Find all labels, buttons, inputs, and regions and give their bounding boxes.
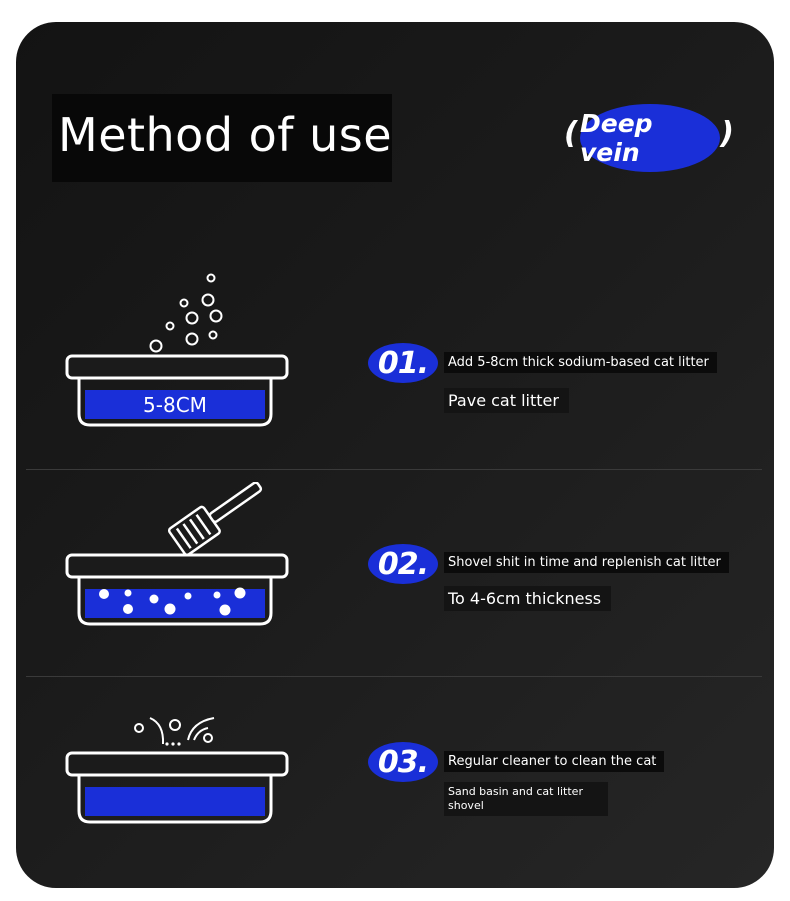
step-3-number-text: 03. [377,744,429,780]
badge-oval [580,104,720,172]
step-2-number-text: 02. [377,546,429,582]
badge-close-paren: ) [720,116,734,151]
depth-label: 5-8CM [143,392,207,417]
step-1-line2: Pave cat litter [444,388,569,413]
step-1-line1: Add 5-8cm thick sodium-based cat litter [444,352,717,373]
litter-tray-scoop-icon [62,482,292,682]
litter-tray-clean-icon [62,702,292,888]
step-1-number-text: 01. [377,345,429,381]
badge-open-paren: ( [564,116,578,151]
step-3-line2: Sand basin and cat litter shovel [444,782,608,816]
step-2-number [368,544,438,584]
step-3-number [368,742,438,782]
step-2-line1: Shovel shit in time and replenish cat litter [444,552,729,573]
divider-2 [26,676,762,677]
step-1-number [368,343,438,383]
step-2-line2: To 4-6cm thickness [444,586,611,611]
divider-1 [26,469,762,470]
deep-vein-badge [564,102,734,174]
page-title: Method of use [58,108,393,162]
step-3-line1: Regular cleaner to clean the cat [444,751,664,772]
badge-label: Deep vein [580,109,653,167]
litter-tray-fill-icon [62,262,292,462]
instruction-card [16,22,774,888]
